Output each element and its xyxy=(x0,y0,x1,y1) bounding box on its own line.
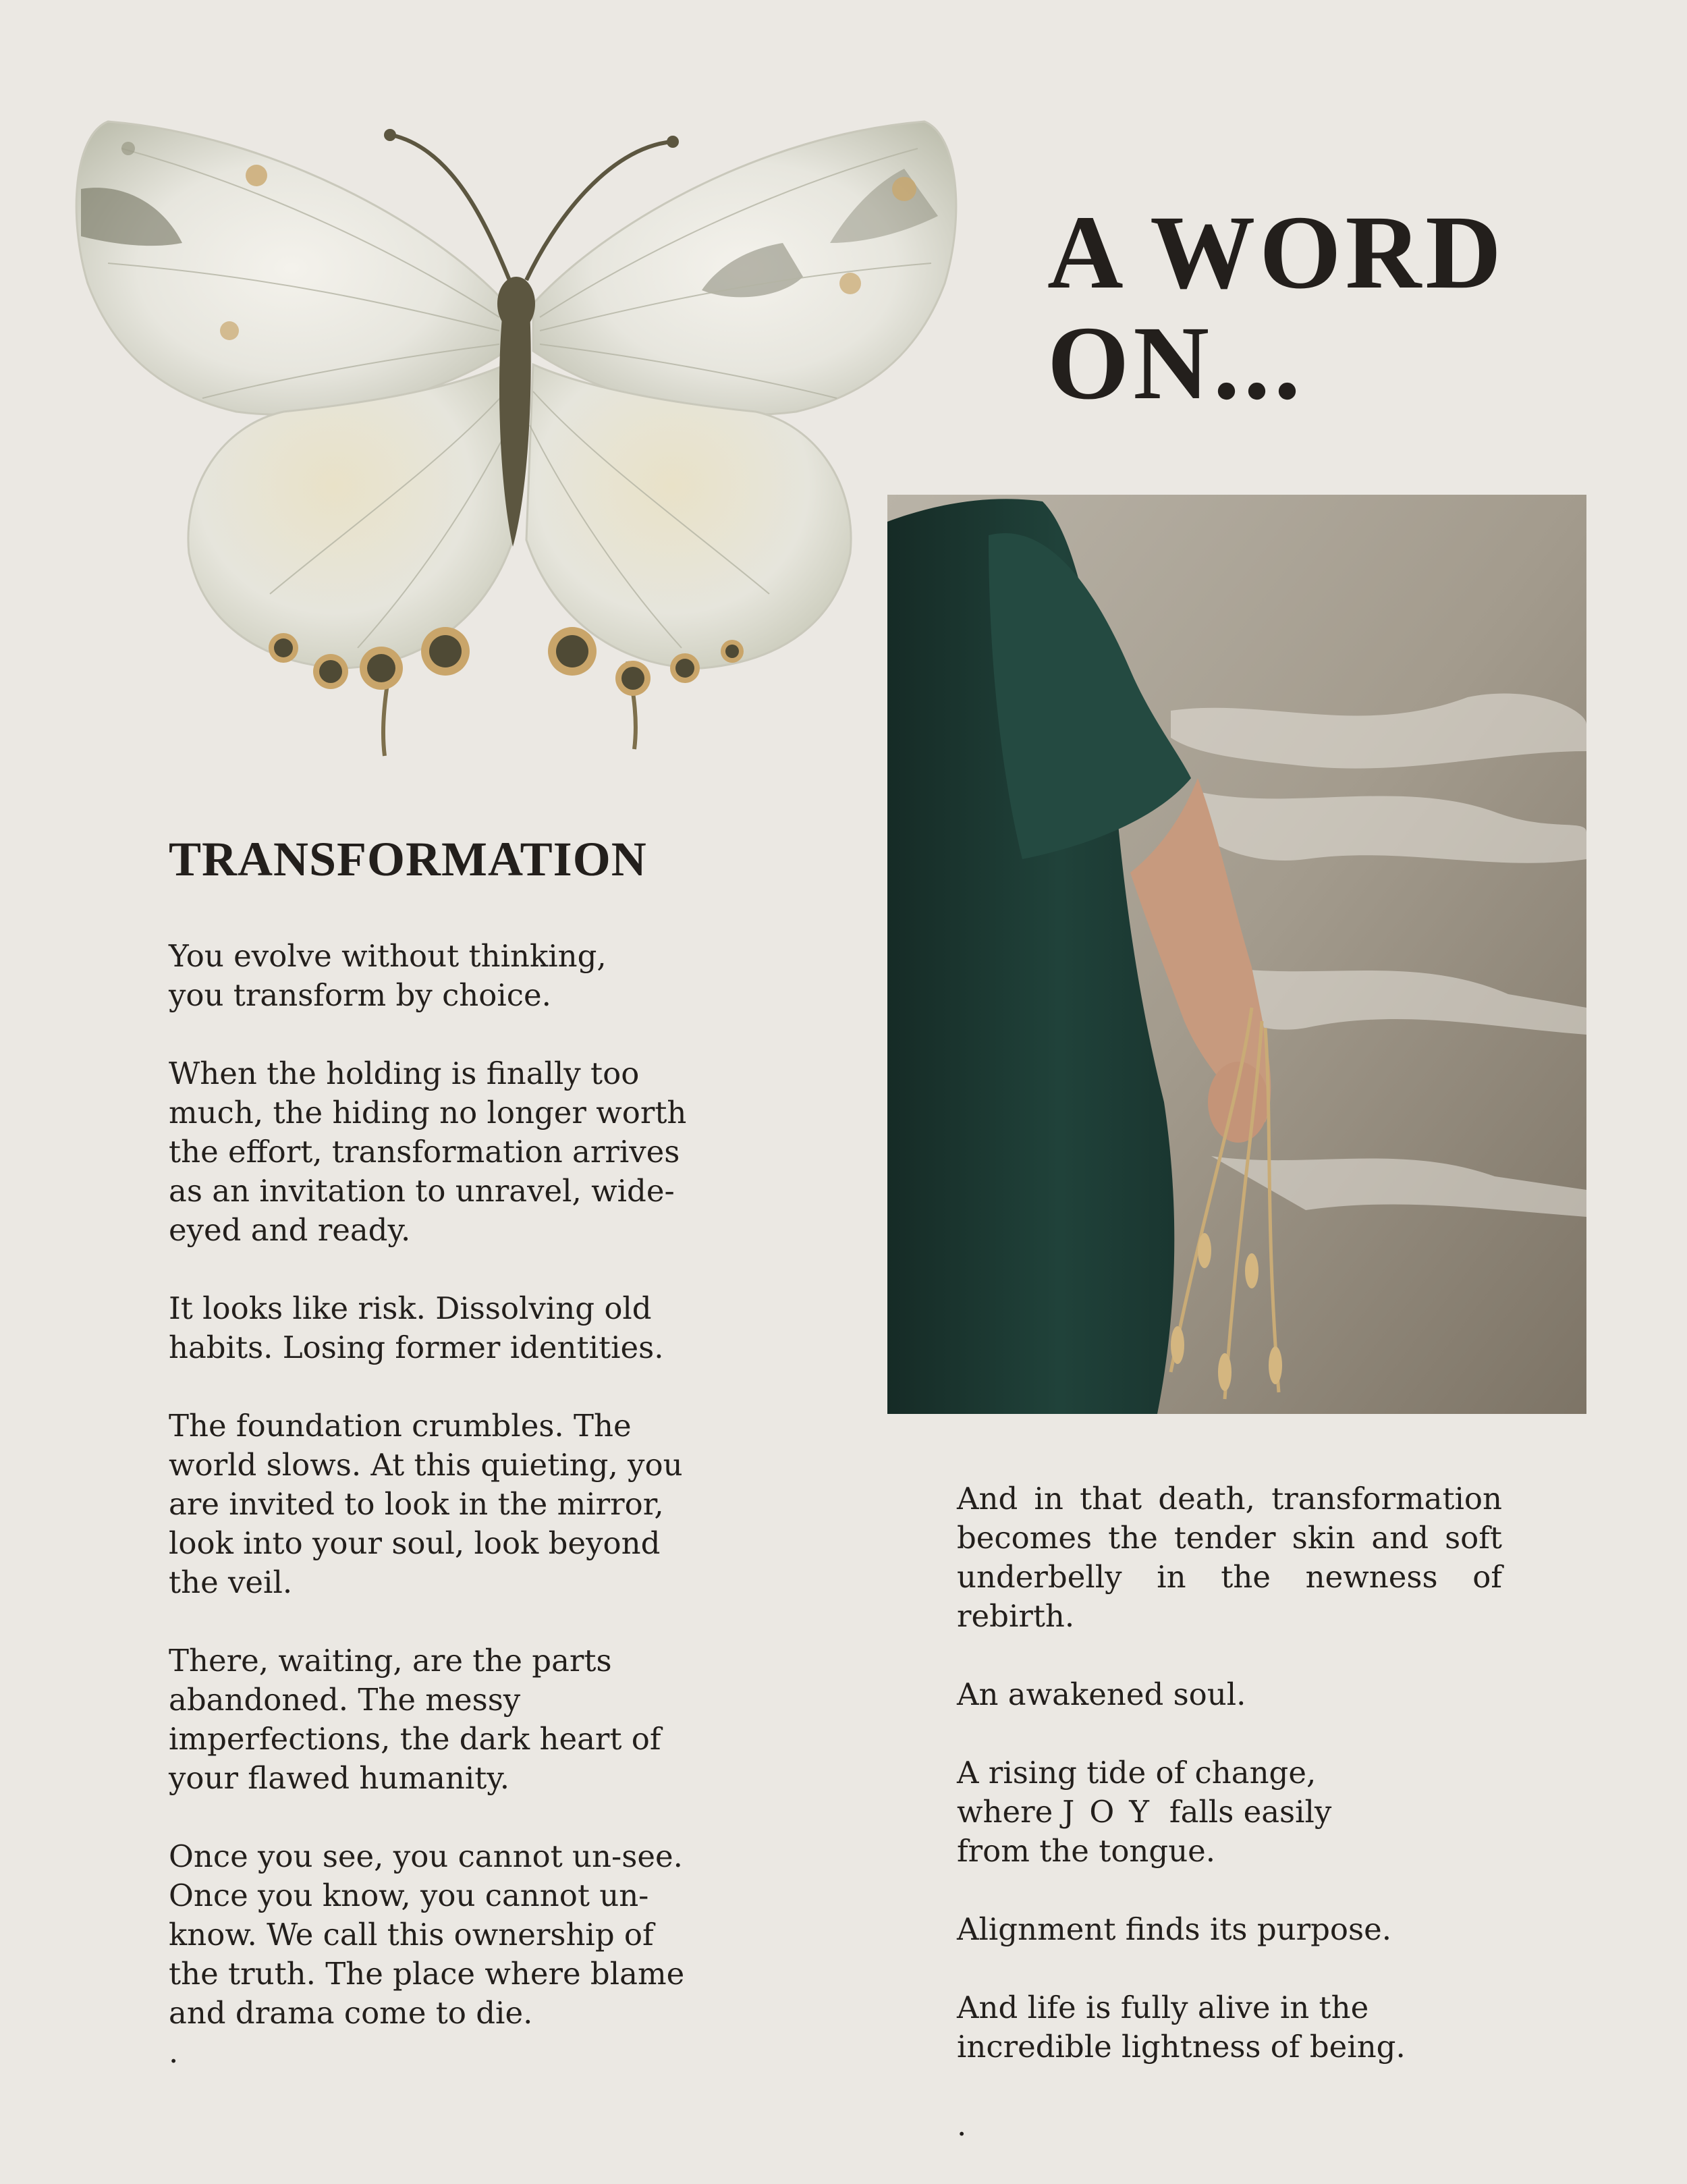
woman-by-sea-photo xyxy=(887,495,1586,1414)
falls-easily-text: falls easily xyxy=(1169,1794,1332,1830)
left-end-dot: . xyxy=(169,2034,179,2070)
left-paragraph-5: There, waiting, are the parts abandoned. The messy imperfections, the dark heart of your flawed humanity. xyxy=(169,1643,661,1796)
right-text-column xyxy=(957,1479,1502,2184)
right-paragraph-2: An awakened soul. xyxy=(957,1676,1246,1712)
heading-line-1: A WORD xyxy=(1047,194,1505,310)
where-word: where xyxy=(957,1794,1053,1830)
butterfly-illustration xyxy=(67,108,965,796)
right-paragraph-3-line-2 xyxy=(957,1793,1502,1832)
left-paragraph-1 xyxy=(169,937,709,1015)
left-paragraph-1-line-1: You evolve without thinking, xyxy=(169,938,607,974)
heading-line-2: ON... xyxy=(1047,304,1304,421)
left-paragraph-1-line-2: you transform by choice. xyxy=(169,977,551,1013)
page-heading xyxy=(1047,194,1505,421)
left-text-column xyxy=(169,937,709,2111)
left-paragraph-6: Once you see, you cannot un-see. Once you know, you cannot un-know. We call this ownership of the truth. The place where blame and drama come to die. xyxy=(169,1838,685,2031)
right-paragraph-4: Alignment finds its purpose. xyxy=(957,1911,1392,1947)
right-paragraph-3-line-3: from the tongue. xyxy=(957,1833,1216,1869)
left-paragraph-4: The foundation crumbles. The world slows. At this quieting, you are invited to look in the mirror, look into your soul, look beyond the veil. xyxy=(169,1408,683,1600)
left-paragraph-2: When the holding is finally too much, the hiding no longer worth the effort, transformation arrives as an invitation to unravel, wide-eyed and ready. xyxy=(169,1056,687,1248)
right-paragraph-5: And life is fully alive in the incredible lightness of being. xyxy=(957,1990,1406,2065)
left-paragraph-3: It looks like risk. Dissolving old habits. Losing former identities. xyxy=(169,1290,664,1365)
joy-word: JOY xyxy=(1062,1794,1164,1830)
right-paragraph-3 xyxy=(957,1753,1502,1871)
right-paragraph-1: And in that death, transformation becomes the tender skin and soft underbelly in the newness of rebirth. xyxy=(957,1481,1502,1634)
section-title: TRANSFORMATION xyxy=(169,832,647,886)
right-end-dot: . xyxy=(957,2107,967,2143)
right-paragraph-3-line-1: A rising tide of change, xyxy=(957,1755,1317,1791)
